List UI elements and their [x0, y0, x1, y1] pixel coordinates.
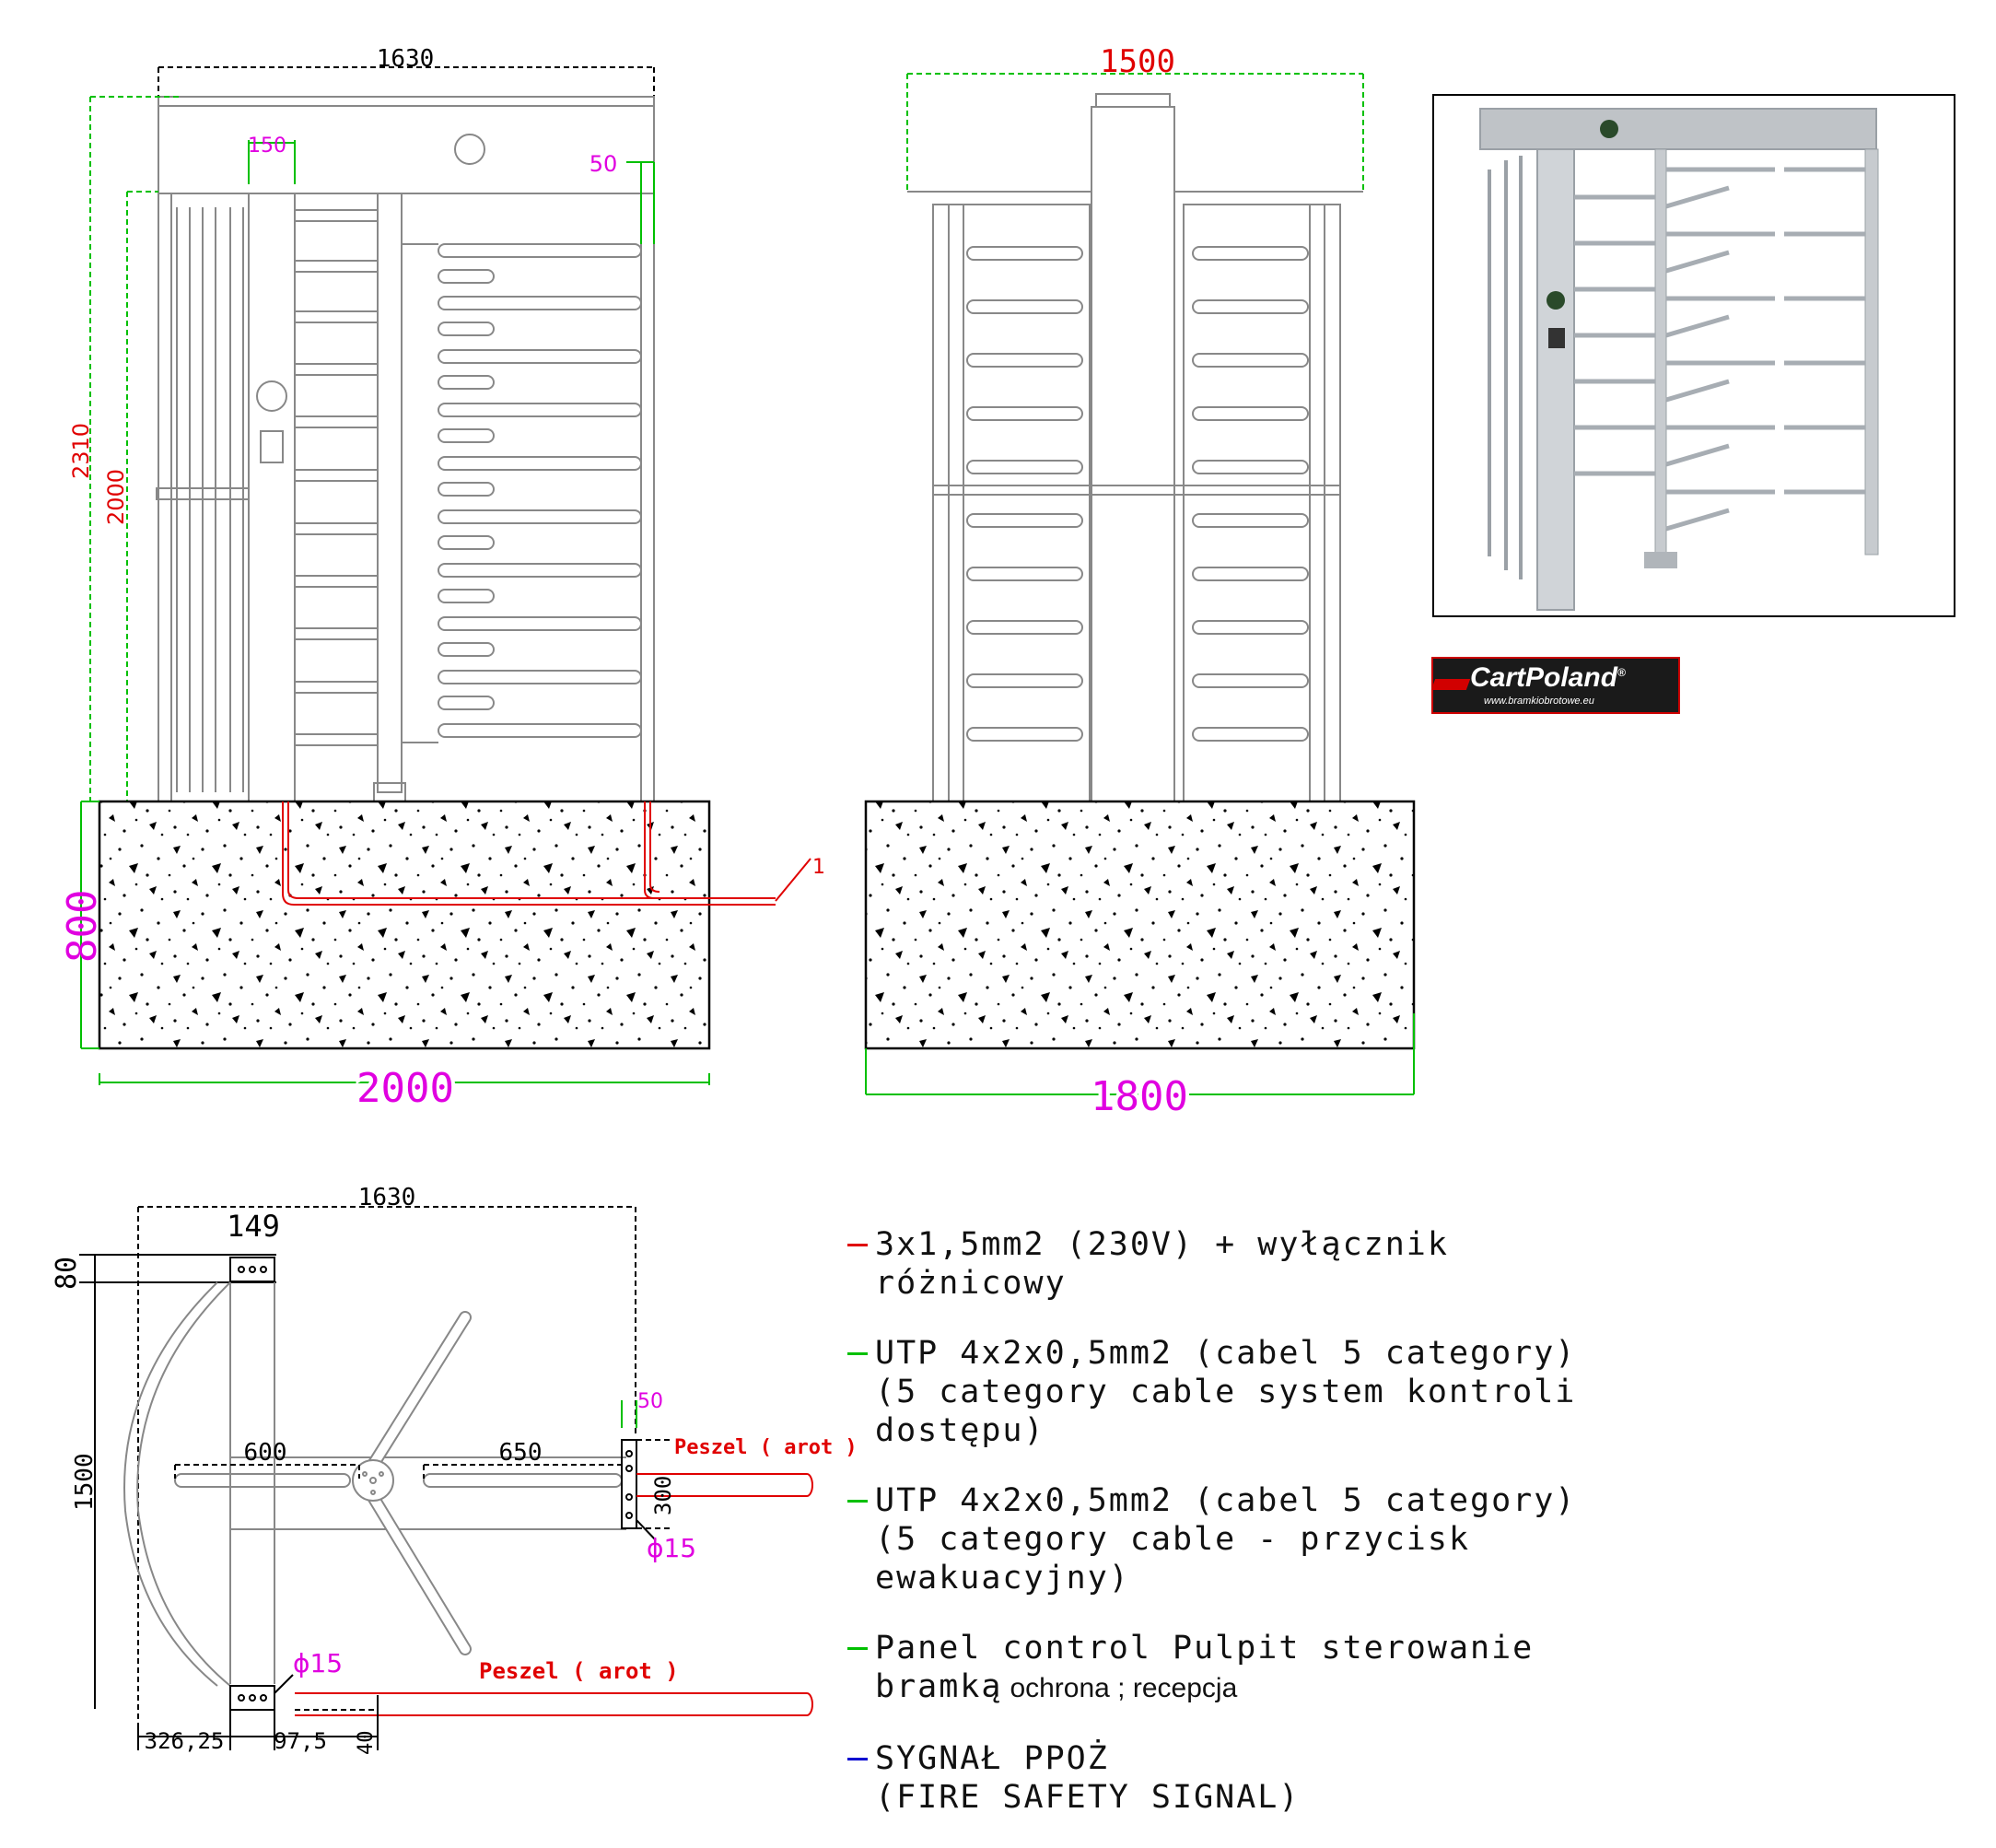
plan-bracket-depth-label: 80 — [51, 1256, 83, 1290]
plan-conduit-top-label: Peszel ( arot ) — [674, 1436, 858, 1459]
legend-color-swatch — [847, 1244, 868, 1246]
front-total-height-label: 2310 — [68, 422, 94, 479]
legend-color-swatch — [847, 1758, 868, 1760]
plan-hole-bottom-label: ɸ15 — [293, 1648, 344, 1678]
legend-text-line: UTP 4x2x0,5mm2 (cabel 5 category) — [875, 1482, 1577, 1519]
side-view — [866, 74, 1414, 1094]
plan-width-label: 1630 — [357, 1184, 416, 1211]
front-post-width-label: 150 — [248, 135, 286, 158]
legend-item — [847, 1739, 1676, 1817]
plan-conduit-bottom-label: Peszel ( arot ) — [479, 1658, 679, 1684]
legend-item — [847, 1629, 1676, 1708]
plan-bracket-width-label: 149 — [227, 1209, 280, 1244]
plan-dim-bottom-label: 40 — [355, 1730, 378, 1755]
legend-text-line: różnicowy — [875, 1265, 1067, 1302]
turnstile-photo-illustration — [1434, 96, 1954, 615]
front-foundation-depth-label: 800 — [59, 889, 106, 963]
legend-text-line: ewakuacyjny) — [875, 1560, 1130, 1597]
plan-offset-label: 50 — [637, 1390, 663, 1413]
legend-item — [847, 1481, 1676, 1597]
logo-accent-bar — [1431, 679, 1470, 690]
plan-arm-right-label: 650 — [498, 1439, 543, 1467]
plan-arm-left-label: 600 — [243, 1439, 287, 1467]
front-foundation-width-label: 2000 — [356, 1065, 454, 1112]
front-passage-height-label: 2000 — [103, 468, 129, 525]
legend-text-line: bramką — [875, 1668, 1003, 1705]
legend-text-line: (FIRE SAFETY SIGNAL) — [875, 1779, 1301, 1816]
plan-hole-right-label: ɸ15 — [647, 1533, 697, 1563]
legend-item — [847, 1334, 1676, 1450]
legend-text-line: UTP 4x2x0,5mm2 (cabel 5 category) — [875, 1335, 1577, 1372]
front-offset-label: 50 — [589, 151, 618, 177]
plan-plate-height-label: 300 — [650, 1475, 676, 1515]
turnstile-photo — [1432, 94, 1955, 617]
plan-dim-left-label: 326,25 — [144, 1728, 225, 1754]
side-width-label: 1500 — [1100, 43, 1175, 80]
legend-text-line: (5 category cable system kontroli — [875, 1374, 1577, 1410]
legend-text-line: SYGNAŁ PPOŻ — [875, 1740, 1109, 1777]
legend-color-swatch — [847, 1647, 868, 1650]
cable-marker-label: 1 — [812, 856, 825, 879]
front-width-label: 1630 — [376, 45, 435, 73]
logo-brand: CartPoland® — [1470, 662, 1626, 693]
logo-url: www.bramkiobrotowe.eu — [1484, 696, 1594, 707]
cartpoland-logo — [1431, 657, 1680, 714]
legend-text-line: 3x1,5mm2 (230V) + wyłącznik — [875, 1226, 1449, 1263]
plan-view — [79, 1207, 812, 1750]
side-foundation-width-label: 1800 — [1091, 1073, 1188, 1120]
cable-legend — [847, 1225, 1676, 1848]
legend-color-swatch — [847, 1352, 868, 1355]
legend-text-line: Panel control Pulpit sterowanie — [875, 1630, 1535, 1667]
legend-color-swatch — [847, 1500, 868, 1503]
legend-text-line: (5 category cable - przycisk — [875, 1521, 1471, 1558]
legend-text-line: dostępu) — [875, 1412, 1045, 1449]
plan-depth-label: 1500 — [71, 1453, 99, 1511]
plan-dim-middle-label: 97,5 — [274, 1728, 327, 1754]
front-view — [81, 67, 811, 1085]
legend-extra-text: ochrona ; recepcja — [1010, 1673, 1238, 1703]
legend-item — [847, 1225, 1676, 1303]
